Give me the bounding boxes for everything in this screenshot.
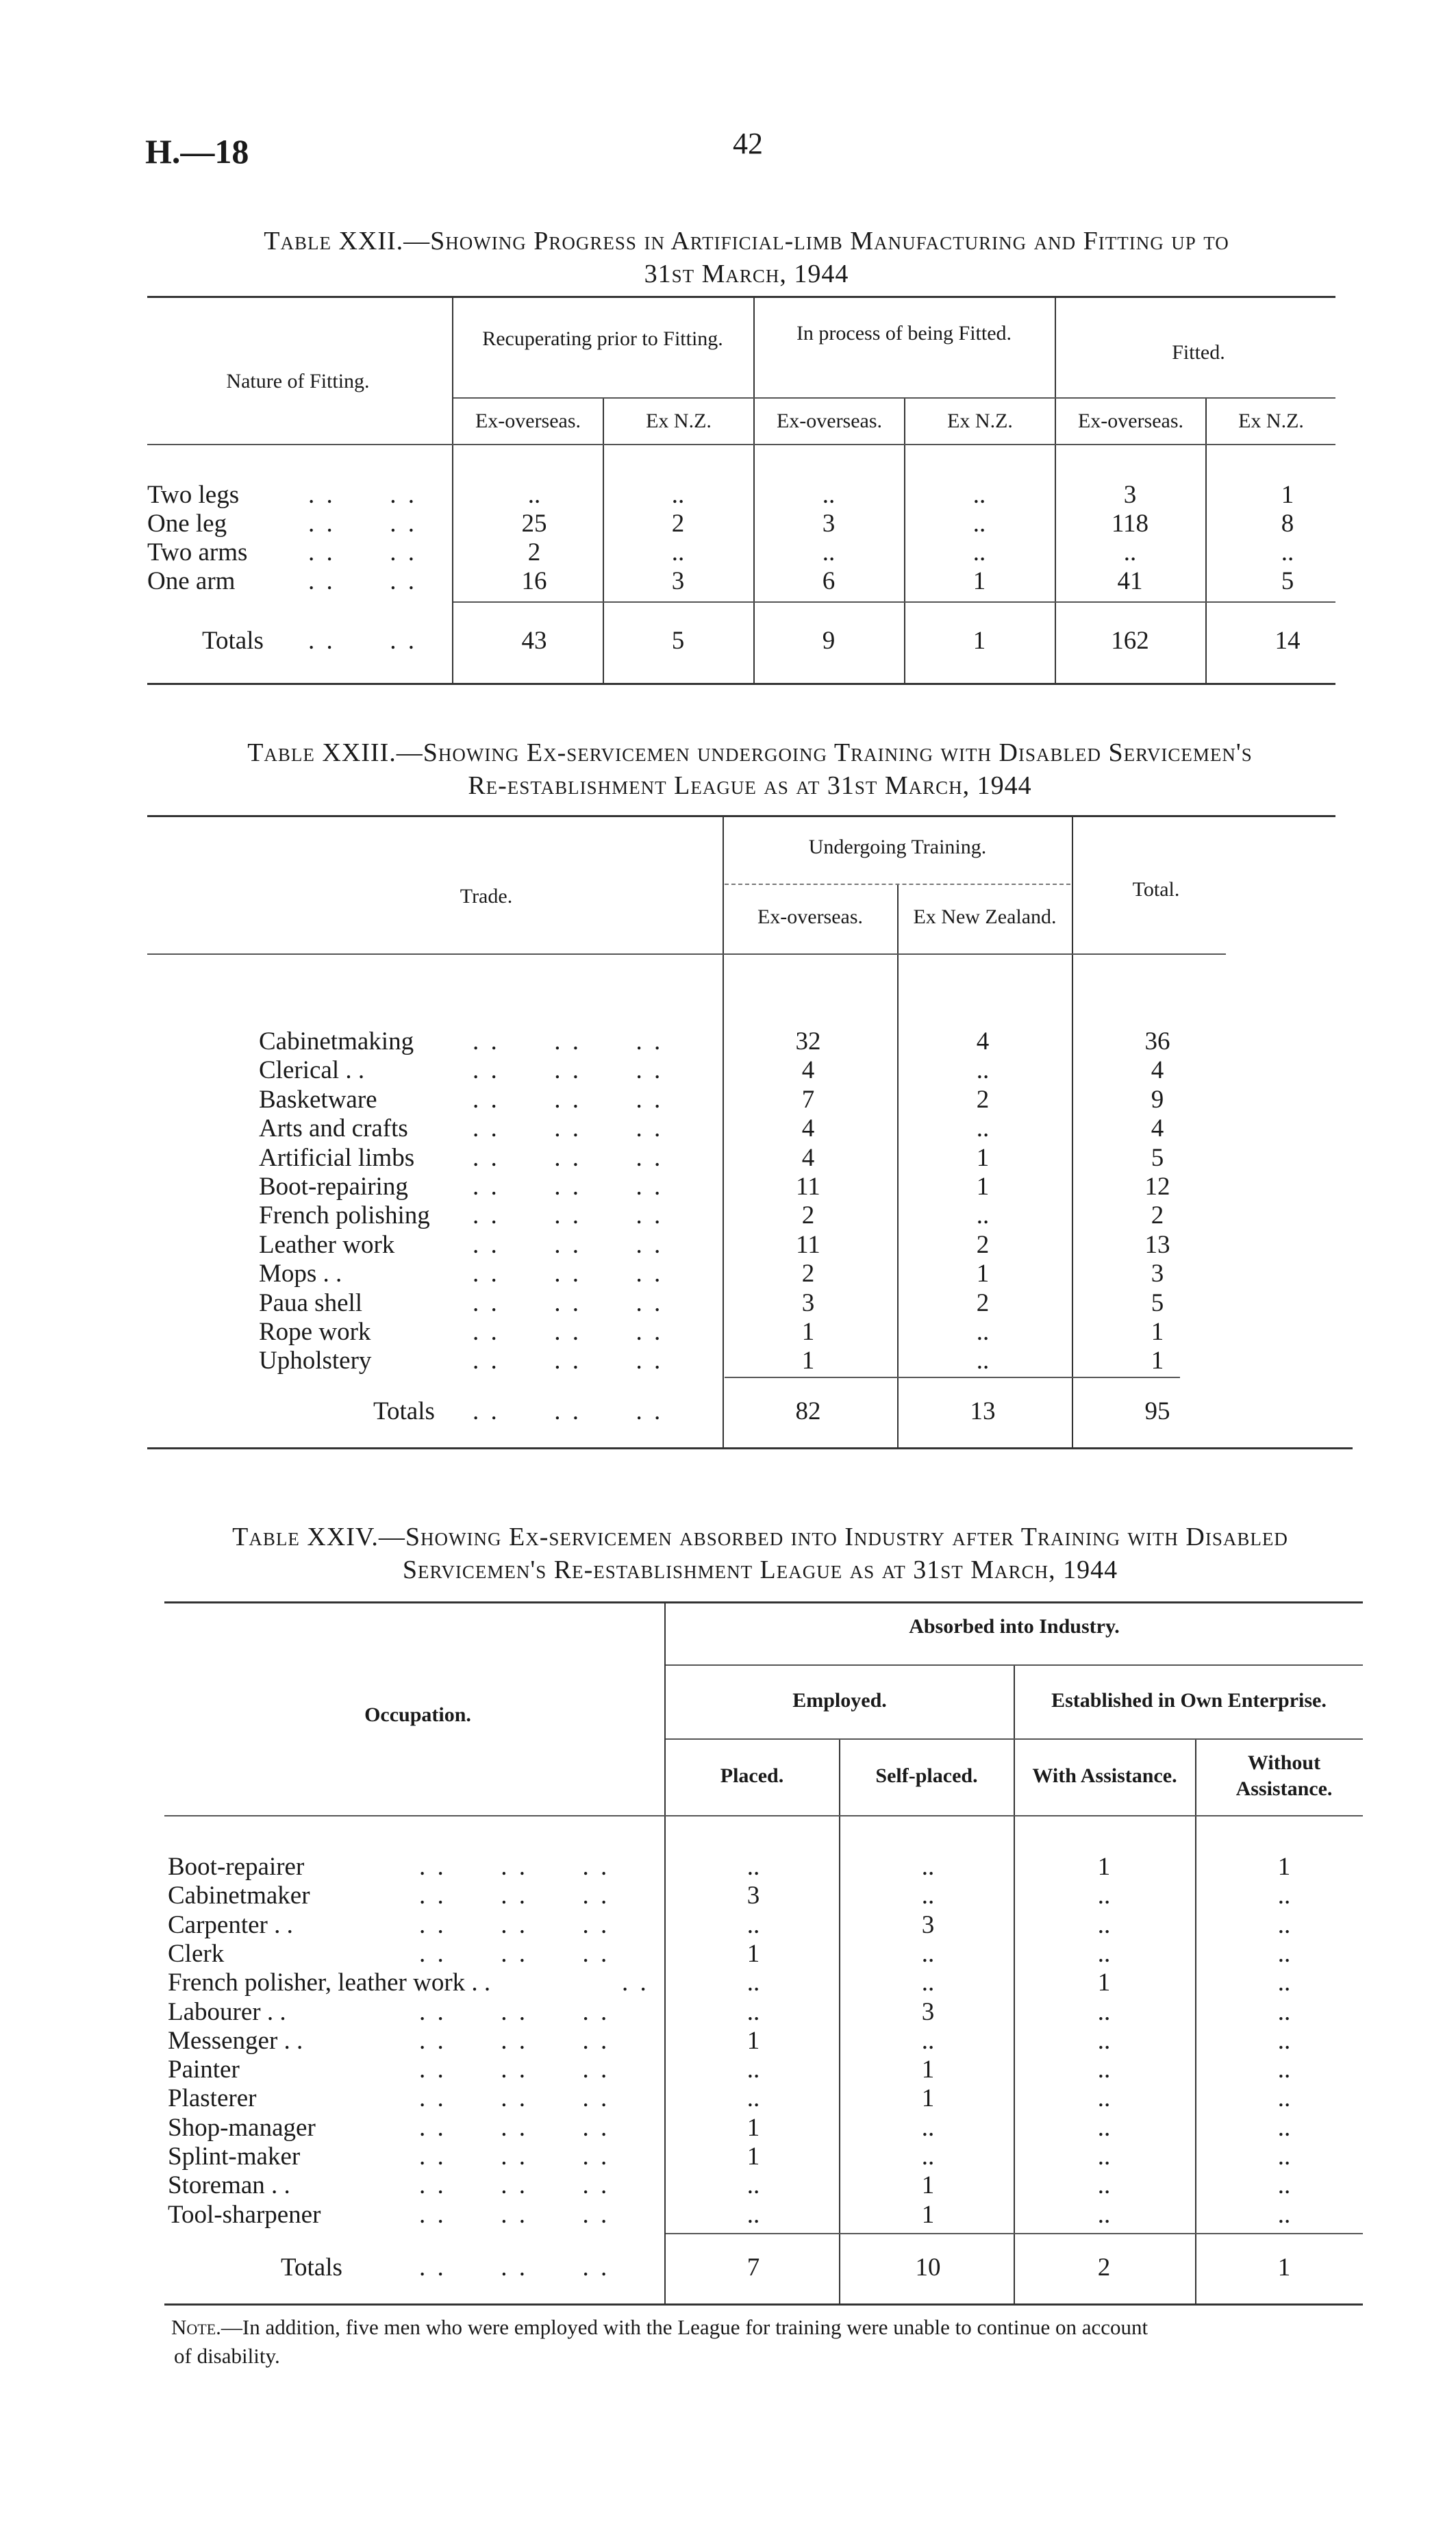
table22-header-rule: [147, 444, 1335, 445]
cell-value: 1: [921, 2171, 935, 2200]
cell-value: 1: [1277, 2253, 1291, 2282]
row-label: Storeman . .: [168, 2171, 290, 2200]
cell-value: ..: [921, 1853, 935, 1881]
table-row: [0, 567, 1456, 596]
cell-value: ..: [921, 1969, 935, 1997]
cell-value: 1: [746, 2143, 760, 2171]
row-label: Two legs: [147, 481, 240, 509]
cell-value: ..: [972, 538, 986, 566]
table-row: [0, 2027, 1456, 2056]
totals-row: [0, 1397, 1456, 1426]
table23-title: [147, 736, 1353, 802]
table24-totals-rule: [666, 2233, 1363, 2234]
cell-value: 1: [921, 2084, 935, 2113]
cell-value: 2: [801, 1260, 815, 1288]
table23-subheader-ex-nz: Ex New Zealand.: [913, 905, 1057, 928]
leader-dots: . . . .: [308, 538, 417, 566]
table-row: [0, 538, 1456, 567]
footnote: [171, 2314, 1377, 2341]
leader-dots: . . . . . .: [419, 2113, 610, 2142]
table24-subheader-placed: Placed.: [720, 1764, 784, 1787]
leader-dots: . . . . . .: [473, 1397, 664, 1425]
row-label: Boot-repairer: [168, 1853, 305, 1881]
cell-value: 6: [822, 567, 836, 595]
leader-dots: . . . . . .: [473, 1318, 664, 1346]
leader-dots: . . . . . .: [419, 2056, 610, 2084]
row-label: Arts and crafts: [259, 1114, 408, 1143]
table-row: [0, 1086, 1456, 1114]
cell-value: 4: [801, 1143, 815, 1172]
table-row: [0, 1318, 1456, 1347]
leader-dots: . . . .: [308, 627, 417, 655]
leader-dots: . . . . . .: [419, 2026, 610, 2055]
cell-value: 9: [1151, 1085, 1164, 1114]
cell-value: 7: [801, 1085, 815, 1114]
leader-dots: . . . . . .: [419, 1910, 610, 1939]
cell-value: 162: [1111, 627, 1149, 655]
table-row: [0, 2084, 1456, 2113]
totals-label: Totals: [373, 1397, 435, 1425]
cell-value: 1: [746, 2113, 760, 2142]
table23-header-rule: [147, 953, 1226, 955]
table22-bottom-rule: [147, 683, 1335, 685]
cell-value: 2: [671, 510, 685, 538]
cell-value: ..: [1277, 2143, 1291, 2171]
table24-label: Table XXIV.: [232, 1523, 379, 1551]
cell-value: ..: [746, 2056, 760, 2084]
page-number: 42: [733, 127, 763, 160]
cell-value: 12: [1144, 1173, 1170, 1201]
cell-value: 13: [970, 1397, 996, 1425]
table24-subheader-with-assistance: With Assistance.: [1032, 1764, 1177, 1787]
table-row: [0, 1940, 1456, 1969]
cell-value: ..: [1277, 2171, 1291, 2200]
leader-dots: . . . . . .: [419, 1853, 610, 1881]
leader-dots: . . . . . .: [419, 2171, 610, 2200]
table22-header-fitted: Fitted.: [1172, 341, 1225, 364]
cell-value: ..: [1097, 1939, 1111, 1968]
cell-value: ..: [976, 1318, 990, 1346]
cell-value: ..: [1097, 2026, 1111, 2055]
table22-title: [171, 225, 1322, 290]
table24-group-rule: [666, 1738, 1363, 1740]
cell-value: 2: [976, 1288, 990, 1317]
cell-value: 8: [1281, 510, 1294, 538]
cell-value: ..: [746, 1853, 760, 1881]
row-label: Clerk: [168, 1939, 225, 1968]
row-label: Cabinetmaking: [259, 1027, 414, 1056]
table22-title-line1: —Showing Progress in Artificial-limb Manufacturing and Fitting up to: [403, 227, 1229, 255]
cell-value: 5: [1151, 1143, 1164, 1172]
table22-subheader-ex-overseas: Ex-overseas.: [1077, 410, 1184, 432]
table22-subheader-ex-nz: Ex N.Z.: [947, 410, 1013, 432]
leader-dots: . . . . . .: [473, 1114, 664, 1143]
cell-value: 25: [521, 510, 547, 538]
table23-title-line1: —Showing Ex-servicemen undergoing Training with Disabled Servicemen's: [396, 738, 1253, 767]
leader-dots: . . . . . .: [419, 1997, 610, 2026]
cell-value: ..: [1277, 2084, 1291, 2113]
leader-dots: . . . . . .: [473, 1085, 664, 1114]
cell-value: ..: [1097, 2113, 1111, 2142]
leader-dots: . . . .: [308, 481, 417, 509]
table22-top-rule: [147, 296, 1335, 298]
table24-title-line1: —Showing Ex-servicemen absorbed into Industry after Training with Disabled: [378, 1523, 1288, 1551]
cell-value: ..: [1277, 1882, 1291, 1910]
row-label: Painter: [168, 2056, 240, 2084]
cell-value: 5: [1151, 1288, 1164, 1317]
table23-header-undergoing: Undergoing Training.: [808, 836, 987, 858]
leader-dots: . . . . . .: [473, 1201, 664, 1230]
cell-value: 1: [976, 1260, 990, 1288]
cell-value: 2: [1097, 2253, 1111, 2282]
cell-value: 1: [972, 627, 986, 655]
cell-value: 9: [822, 627, 836, 655]
cell-value: 16: [521, 567, 547, 595]
cell-value: 2: [976, 1230, 990, 1259]
row-label: Carpenter . .: [168, 1910, 293, 1939]
cell-value: 1: [801, 1318, 815, 1346]
table22-subheader-rule: [453, 397, 1335, 399]
cell-value: 1: [1151, 1347, 1164, 1375]
table-row: [0, 1882, 1456, 1910]
cell-value: ..: [1277, 2200, 1291, 2229]
cell-value: 95: [1144, 1397, 1170, 1425]
cell-value: ..: [671, 538, 685, 566]
leader-dots: . . . . . .: [473, 1347, 664, 1375]
table22-subheader-ex-overseas: Ex-overseas.: [776, 410, 883, 432]
table-row: [0, 1056, 1456, 1085]
cell-value: ..: [1097, 2084, 1111, 2113]
cell-value: ..: [972, 510, 986, 538]
row-label: Paua shell: [259, 1288, 363, 1317]
cell-value: 3: [746, 1882, 760, 1910]
leader-dots: . . . .: [308, 510, 417, 538]
cell-value: 1: [746, 2026, 760, 2055]
cell-value: ..: [921, 2143, 935, 2171]
cell-value: ..: [1277, 2113, 1291, 2142]
cell-value: ..: [1277, 1910, 1291, 1939]
leader-dots: . . . . . .: [419, 2200, 610, 2229]
cell-value: 43: [521, 627, 547, 655]
table23-label: Table XXIII.: [247, 738, 397, 767]
totals-row: [0, 2253, 1456, 2282]
leader-dots: . . . . . .: [473, 1288, 664, 1317]
cell-value: 4: [1151, 1114, 1164, 1143]
table23-header-total: Total.: [1132, 878, 1180, 901]
cell-value: 3: [671, 567, 685, 595]
cell-value: ..: [972, 481, 986, 509]
cell-value: ..: [1123, 538, 1137, 566]
cell-value: 3: [921, 1910, 935, 1939]
cell-value: 1: [976, 1143, 990, 1172]
leader-dots: . .: [622, 1969, 649, 1997]
table22-subheader-ex-nz: Ex N.Z.: [1238, 410, 1304, 432]
footnote-continuation: of disability.: [174, 2344, 280, 2368]
leader-dots: . . . . . .: [419, 2084, 610, 2113]
cell-value: 1: [1151, 1318, 1164, 1346]
cell-value: 14: [1275, 627, 1301, 655]
table24-title: [154, 1521, 1366, 1586]
cell-value: 1: [801, 1347, 815, 1375]
cell-value: ..: [976, 1056, 990, 1085]
totals-row: [0, 627, 1456, 655]
cell-value: ..: [1097, 2200, 1111, 2229]
cell-value: 1: [1097, 1853, 1111, 1881]
cell-value: ..: [746, 2200, 760, 2229]
cell-value: ..: [1277, 1969, 1291, 1997]
table-row: [0, 1911, 1456, 1940]
leader-dots: . . . . . .: [473, 1260, 664, 1288]
cell-value: 41: [1117, 567, 1143, 595]
table23-title-line2: Re-establishment League as at 31st March, 1944: [468, 771, 1032, 800]
table22-title-line2: 31st March, 1944: [644, 260, 849, 288]
cell-value: ..: [1097, 2056, 1111, 2084]
cell-value: 3: [1123, 481, 1137, 509]
row-label: Rope work: [259, 1318, 371, 1346]
cell-value: 36: [1144, 1027, 1170, 1056]
row-label: Plasterer: [168, 2084, 257, 2113]
cell-value: 2: [801, 1201, 815, 1230]
totals-label: Totals: [202, 627, 264, 655]
cell-value: 118: [1111, 510, 1149, 538]
table22-header-nature: Nature of Fitting.: [226, 370, 370, 392]
cell-value: 1: [746, 1939, 760, 1968]
cell-value: ..: [976, 1201, 990, 1230]
table23-header-trade: Trade.: [460, 885, 513, 908]
table22-header-in-process: In process of being Fitted.: [796, 322, 1012, 345]
cell-value: ..: [921, 2113, 935, 2142]
cell-value: 13: [1144, 1230, 1170, 1259]
table24-top-rule: [164, 1601, 1363, 1603]
cell-value: ..: [976, 1114, 990, 1143]
row-label: Two arms: [147, 538, 248, 566]
cell-value: ..: [1277, 1939, 1291, 1968]
table-row: [0, 2201, 1456, 2230]
cell-value: 32: [795, 1027, 821, 1056]
cell-value: 3: [921, 1997, 935, 2026]
cell-value: 3: [1151, 1260, 1164, 1288]
row-label: Splint-maker: [168, 2143, 301, 2171]
row-label: Basketware: [259, 1085, 377, 1114]
table24-header-absorbed: Absorbed into Industry.: [909, 1615, 1120, 1638]
table22-label: Table XXII.: [264, 227, 404, 255]
leader-dots: . . . . . .: [473, 1056, 664, 1085]
table24-header-own-enterprise: Established in Own Enterprise.: [1051, 1689, 1327, 1712]
cell-value: ..: [1097, 1997, 1111, 2026]
table-row: [0, 1201, 1456, 1230]
table-row: [0, 510, 1456, 538]
cell-value: 1: [1097, 1969, 1111, 1997]
cell-value: ..: [921, 2026, 935, 2055]
cell-value: ..: [976, 1347, 990, 1375]
leader-dots: . . . . . .: [473, 1230, 664, 1259]
cell-value: 4: [801, 1056, 815, 1085]
row-label: Mops . .: [259, 1260, 342, 1288]
table22-subheader-ex-nz: Ex N.Z.: [646, 410, 712, 432]
cell-value: 1: [972, 567, 986, 595]
row-label: Shop-manager: [168, 2113, 316, 2142]
table-row: [0, 2171, 1456, 2200]
table-row: [0, 1173, 1456, 1201]
cell-value: 11: [796, 1230, 820, 1259]
cell-value: ..: [746, 1910, 760, 1939]
cell-value: ..: [746, 1969, 760, 1997]
row-label: Messenger . .: [168, 2026, 303, 2055]
cell-value: 4: [976, 1027, 990, 1056]
page-series-code: H.—18: [145, 132, 249, 171]
cell-value: ..: [921, 1882, 935, 1910]
cell-value: 1: [921, 2200, 935, 2229]
row-label: Labourer . .: [168, 1997, 286, 2026]
table-row: [0, 1969, 1456, 1997]
cell-value: 3: [822, 510, 836, 538]
cell-value: ..: [746, 1997, 760, 2026]
cell-value: ..: [822, 538, 836, 566]
table24-subheader-self-placed: Self-placed.: [875, 1764, 978, 1787]
cell-value: 5: [671, 627, 685, 655]
cell-value: 1: [921, 2056, 935, 2084]
cell-value: ..: [1097, 1910, 1111, 1939]
leader-dots: . . . . . .: [473, 1143, 664, 1172]
leader-dots: . . . . . .: [473, 1173, 664, 1201]
cell-value: ..: [822, 481, 836, 509]
row-label: French polishing: [259, 1201, 430, 1230]
row-label: French polisher, leather work . .: [168, 1969, 491, 1997]
cell-value: ..: [1277, 2026, 1291, 2055]
cell-value: 4: [1151, 1056, 1164, 1085]
row-label: One arm: [147, 567, 236, 595]
row-label: Artificial limbs: [259, 1143, 415, 1172]
table22-totals-rule: [453, 601, 1335, 603]
table24-title-line2: Servicemen's Re-establishment League as at 31st March, 1944: [402, 1556, 1118, 1584]
table-row: [0, 2143, 1456, 2171]
cell-value: 82: [795, 1397, 821, 1425]
cell-value: ..: [1277, 2056, 1291, 2084]
table23-bottom-rule: [147, 1447, 1353, 1449]
cell-value: ..: [671, 481, 685, 509]
leader-dots: . . . . . .: [419, 1939, 610, 1968]
table-row: [0, 1853, 1456, 1882]
cell-value: 10: [915, 2253, 941, 2282]
row-label: Tool-sharpener: [168, 2200, 321, 2229]
table24-header-employed: Employed.: [792, 1689, 887, 1712]
cell-value: ..: [1281, 538, 1294, 566]
table23-subheader-ex-overseas: Ex-overseas.: [757, 905, 864, 928]
leader-dots: . . . . . .: [419, 1882, 610, 1910]
table-row: [0, 1260, 1456, 1288]
totals-label: Totals: [281, 2253, 342, 2282]
table-row: [0, 1114, 1456, 1143]
leader-dots: . . . .: [308, 567, 417, 595]
cell-value: ..: [746, 2084, 760, 2113]
leader-dots: . . . . . .: [419, 2143, 610, 2171]
row-label: Upholstery: [259, 1347, 372, 1375]
cell-value: ..: [921, 1939, 935, 1968]
cell-value: ..: [1097, 2171, 1111, 2200]
cell-value: 2: [1151, 1201, 1164, 1230]
cell-value: ..: [1277, 1997, 1291, 2026]
row-label: Leather work: [259, 1230, 395, 1259]
row-label: Cabinetmaker: [168, 1882, 310, 1910]
table-row: [0, 1347, 1456, 1375]
table-row: [0, 1289, 1456, 1318]
table24-bottom-rule: [164, 2303, 1363, 2306]
row-label: Boot-repairing: [259, 1173, 408, 1201]
cell-value: 4: [801, 1114, 815, 1143]
table22-header-recuperating: Recuperating prior to Fitting.: [482, 327, 723, 350]
table23-subheader-rule: [725, 884, 1070, 885]
row-label: One leg: [147, 510, 227, 538]
table-row: [0, 2056, 1456, 2084]
footnote-text: —In addition, five men who were employed with the League for training were unable to continue on account: [221, 2315, 1149, 2339]
cell-value: 3: [801, 1288, 815, 1317]
cell-value: ..: [746, 2171, 760, 2200]
cell-value: 2: [527, 538, 541, 566]
table-row: [0, 1027, 1456, 1056]
table23-top-rule: [147, 815, 1335, 817]
cell-value: 2: [976, 1085, 990, 1114]
cell-value: ..: [1097, 1882, 1111, 1910]
table24-subheader-without-assistance: Without Assistance.: [1235, 1751, 1333, 1800]
table24-header-rule: [164, 1815, 1363, 1816]
table-row: [0, 2114, 1456, 2143]
cell-value: 1: [976, 1173, 990, 1201]
table-row: [0, 481, 1456, 510]
leader-dots: . . . . . .: [419, 2253, 610, 2282]
table24-header-occupation: Occupation.: [364, 1703, 471, 1726]
table-row: [0, 1231, 1456, 1260]
table24-absorbed-rule: [666, 1664, 1363, 1666]
cell-value: 5: [1281, 567, 1294, 595]
cell-value: 11: [796, 1173, 820, 1201]
table23-totals-rule: [725, 1377, 1180, 1378]
leader-dots: . . . . . .: [473, 1027, 664, 1056]
footnote-label: Note.: [171, 2315, 221, 2339]
cell-value: ..: [1097, 2143, 1111, 2171]
row-label: Clerical . .: [259, 1056, 365, 1085]
table-row: [0, 1144, 1456, 1173]
cell-value: 1: [1277, 1853, 1291, 1881]
cell-value: 7: [746, 2253, 760, 2282]
table22-subheader-ex-overseas: Ex-overseas.: [475, 410, 581, 432]
cell-value: ..: [527, 481, 541, 509]
cell-value: 1: [1281, 481, 1294, 509]
table-row: [0, 1998, 1456, 2027]
